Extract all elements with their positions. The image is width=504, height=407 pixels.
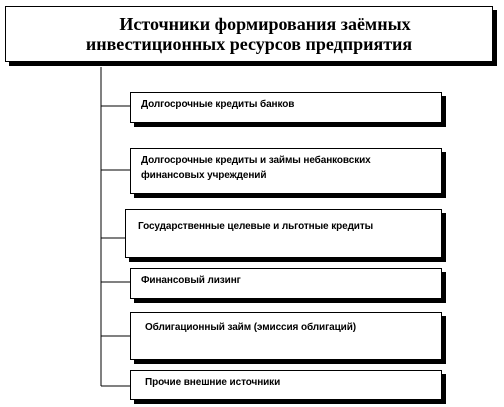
source-label: Долгосрочные кредиты и займы небанковских финансовых учреждений [141, 155, 371, 181]
diagram-title-box [5, 6, 493, 62]
title-line-2: инвестиционных ресурсов предприятия [85, 34, 413, 54]
source-label: Прочие внешние источники [145, 377, 281, 388]
source-label: Финансовый лизинг [141, 275, 241, 286]
source-label: Государственные целевые и льготные кредиты [138, 221, 374, 232]
source-label: Облигационный займ (эмиссия облигаций) [145, 322, 356, 333]
source-label: Долгосрочные кредиты банков [141, 99, 295, 110]
source-box-leasing [130, 268, 442, 299]
source-box-bank-loans [130, 92, 442, 123]
title-line-1: Источники формирования заёмных [119, 14, 411, 34]
source-box-bonds [130, 312, 442, 360]
source-box-nonbank-loans [130, 148, 442, 194]
source-box-other [130, 370, 442, 400]
source-box-state-loans [125, 209, 442, 258]
